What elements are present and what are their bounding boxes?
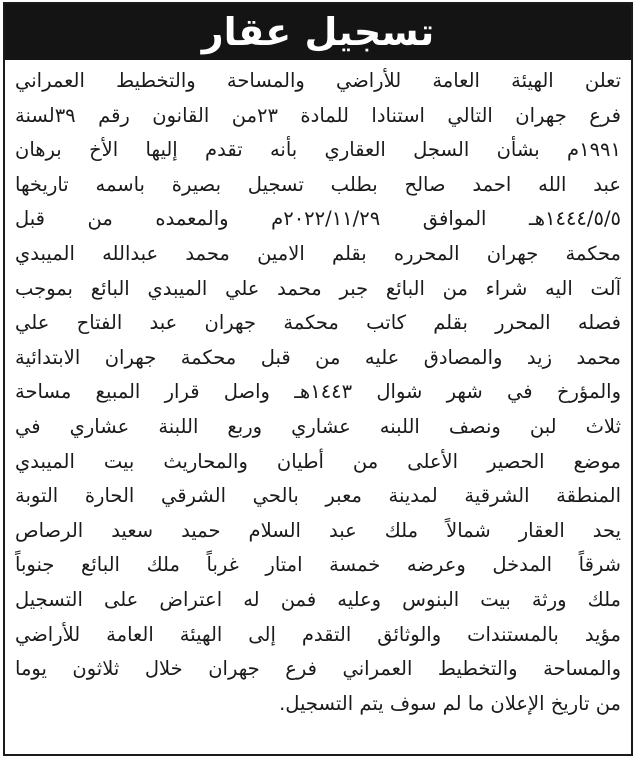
notice-line: محكمة جهران المحرره بقلم الامين محمد عبدالله الميبدي xyxy=(15,241,621,265)
notice-line: من تاريخ الإعلان ما لم سوف يتم التسجيل. xyxy=(279,691,621,715)
notice-line: فرع جهران التالي استنادا للمادة ٢٣من القانون رقم ٣٩لسنة xyxy=(15,103,621,127)
notice-title: تسجيل عقار xyxy=(5,4,631,60)
notice-line: عبد الله احمد صالح بطلب تسجيل بصيرة باسمه تاريخها xyxy=(15,172,621,196)
notice-line: شرقاً المدخل وعرضه خمسة امتار غرباً ملك البائع جنوباً xyxy=(15,553,621,577)
notice-line: والمؤرخ في شهر شوال ١٤٤٣هـ واصل قرار المبيع مساحة xyxy=(15,380,621,404)
notice-line: المنطقة الشرقية لمدينة معبر بالحي الشرقي الحارة التوبة xyxy=(15,484,621,508)
notice-line: محمد زيد والمصادق عليه من قبل محكمة جهران الابتدائية xyxy=(15,345,621,369)
notice-line: ١٩٩١م بشأن السجل العقاري بأنه تقدم إليها الأخ برهان xyxy=(15,138,621,162)
notice-line: والمساحة والتخطيط العمراني فرع جهران خلال ثلاثون يوما xyxy=(15,657,621,681)
notice-line: آلت اليه شراء من البائع جبر محمد علي الميبدي البائع بموجب xyxy=(15,276,621,300)
notice-line: يحد العقار شمالاً ملك عبد السلام حميد سعيد الرصاص xyxy=(15,518,621,542)
notice-line: موضع الحصير الأعلى من أطيان والمحاريث بيت الميبدي xyxy=(15,449,621,473)
notice-body xyxy=(5,60,631,721)
notice-line: تعلن الهيئة العامة للأراضي والمساحة والتخطيط العمراني xyxy=(15,69,621,92)
notice-line: مؤيد بالمستندات والوثائق التقدم إلى الهيئة العامة للأراضي xyxy=(15,622,621,646)
notice-line: ثلاث لبن ونصف اللبنه عشاري وربع اللبنة عشاري في xyxy=(15,414,621,438)
property-registration-notice xyxy=(3,2,633,756)
notice-line: فصله المحرر بقلم كاتب محكمة جهران عبد الفتاح علي xyxy=(15,311,621,335)
notice-line: ملك ورثة بيت البنوس وعليه فمن له اعتراض على التسجيل xyxy=(15,587,621,611)
notice-line: ١٤٤٤/٥/٥هـ الموافق ٢٠٢٢/١١/٢٩م والمعمده من قبل xyxy=(15,207,621,231)
